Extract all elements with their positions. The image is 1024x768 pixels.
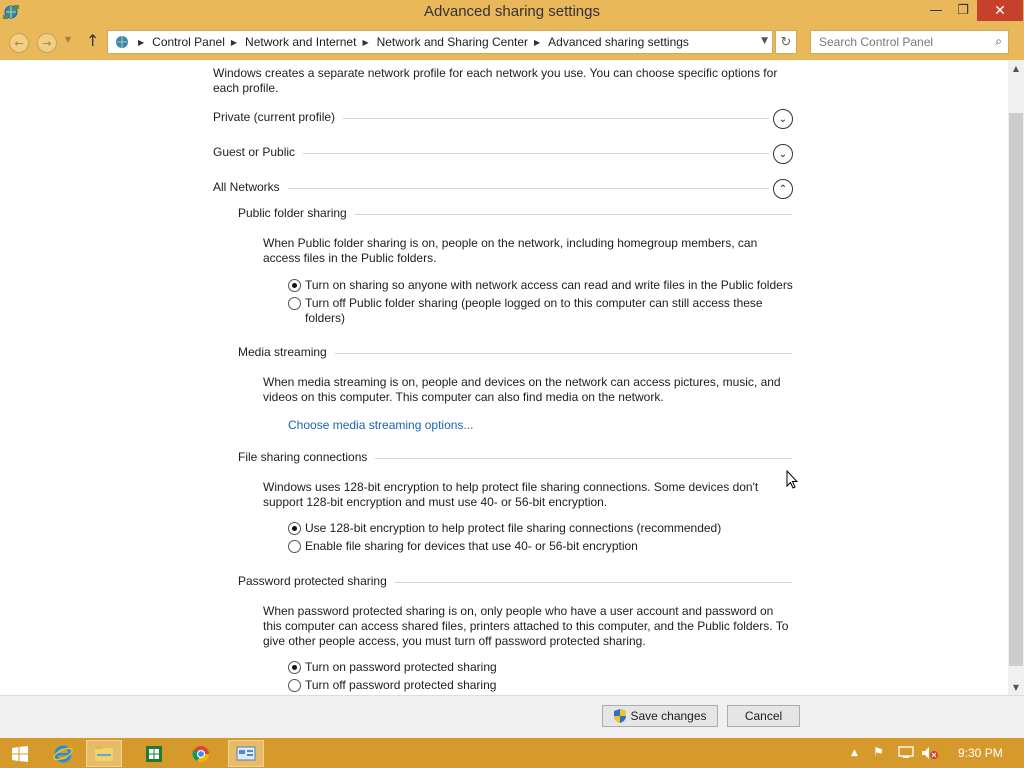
back-button[interactable] bbox=[9, 33, 29, 53]
media-streaming-header: Media streaming bbox=[238, 345, 792, 361]
profile-private[interactable] bbox=[213, 110, 769, 126]
chevron-right-icon[interactable]: ▶ bbox=[362, 37, 369, 47]
expand-guest-public-button[interactable] bbox=[773, 144, 793, 164]
profile-guest-public[interactable] bbox=[213, 145, 769, 161]
breadcrumb-control-panel[interactable]: Control Panel bbox=[152, 35, 225, 49]
scroll-down-icon[interactable]: ▼ bbox=[1012, 682, 1020, 692]
control-panel-icon bbox=[236, 745, 256, 763]
close-button[interactable]: ✕ bbox=[977, 0, 1023, 21]
password-sharing-description: When password protected sharing is on, only people who have a user account and password on this computer can access shared files, printers attached to this computer, and the Public folders. To give other people access, you must turn off password protected sharing. bbox=[263, 604, 789, 648]
start-button[interactable] bbox=[2, 740, 38, 767]
breadcrumb[interactable] bbox=[107, 30, 773, 54]
intro-text: Windows creates a separate network profile for each network you use. You can choose specific options for each profile. bbox=[213, 66, 778, 95]
taskbar-excel[interactable] bbox=[136, 740, 172, 767]
chevron-right-icon[interactable]: ▶ bbox=[138, 37, 145, 47]
cancel-button[interactable]: Cancel bbox=[727, 705, 800, 727]
recent-locations-chevron-icon[interactable]: ▼ bbox=[65, 35, 72, 44]
address-toolbar bbox=[0, 24, 1024, 60]
profile-private-label[interactable]: Private (current profile) bbox=[213, 110, 343, 124]
encryption-128-option[interactable]: Use 128-bit encryption to help protect file sharing connections (recommended) bbox=[288, 521, 788, 536]
search-icon[interactable]: ⌕ bbox=[995, 34, 1002, 48]
folder-icon bbox=[94, 745, 114, 763]
public-folder-off-radio[interactable] bbox=[288, 297, 301, 310]
internet-explorer-icon bbox=[53, 744, 73, 764]
window-title: Advanced sharing settings bbox=[424, 3, 600, 20]
password-off-radio[interactable] bbox=[288, 679, 301, 692]
arrow-left-icon: ← bbox=[14, 36, 24, 50]
public-folder-off-option[interactable]: Turn off Public folder sharing (people logged on to this computer can still access these folders) bbox=[288, 296, 778, 326]
taskbar-clock[interactable]: 9:30 PM bbox=[958, 746, 1003, 760]
uac-shield-icon bbox=[613, 708, 627, 724]
show-hidden-icons-chevron-icon[interactable]: ▲ bbox=[851, 748, 858, 758]
password-on-radio[interactable] bbox=[288, 661, 301, 674]
minimize-button[interactable]: — bbox=[929, 3, 943, 18]
media-streaming-options-link[interactable]: Choose media streaming options... bbox=[288, 418, 474, 432]
taskbar-control-panel[interactable] bbox=[228, 740, 264, 767]
taskbar bbox=[0, 738, 1024, 768]
control-panel-icon bbox=[112, 34, 132, 50]
vertical-scrollbar[interactable] bbox=[1008, 60, 1024, 695]
up-button[interactable] bbox=[86, 31, 99, 50]
network-tray-icon[interactable] bbox=[898, 746, 914, 760]
taskbar-chrome[interactable] bbox=[183, 740, 219, 767]
media-streaming-description: When media streaming is on, people and devices on the network can access pictures, music, and videos on this computer. This computer can also find media on the network. bbox=[263, 375, 781, 404]
taskbar-internet-explorer[interactable] bbox=[45, 740, 81, 767]
settings-content bbox=[0, 60, 1008, 695]
taskbar-file-explorer[interactable] bbox=[86, 740, 122, 767]
breadcrumb-network-and-internet[interactable]: Network and Internet bbox=[245, 35, 357, 49]
breadcrumb-advanced-sharing-settings[interactable]: Advanced sharing settings bbox=[548, 35, 689, 49]
file-sharing-header: File sharing connections bbox=[238, 450, 792, 466]
chevron-up-icon: ⌃ bbox=[778, 183, 788, 195]
password-sharing-header: Password protected sharing bbox=[238, 574, 792, 590]
chevron-right-icon[interactable]: ▶ bbox=[534, 37, 541, 47]
public-folder-on-radio[interactable] bbox=[288, 279, 301, 292]
password-on-option[interactable]: Turn on password protected sharing bbox=[288, 660, 688, 675]
collapse-all-networks-button[interactable] bbox=[773, 179, 793, 199]
scroll-up-icon[interactable]: ▲ bbox=[1012, 63, 1020, 73]
profile-all-networks[interactable] bbox=[213, 180, 769, 196]
chevron-down-icon[interactable]: ▼ bbox=[761, 36, 768, 46]
public-folder-description: When Public folder sharing is on, people on the network, including homegroup members, can access files in the Public folders. bbox=[263, 236, 758, 265]
scrollbar-thumb[interactable] bbox=[1009, 113, 1023, 666]
search-placeholder: Search Control Panel bbox=[819, 35, 934, 49]
maximize-button[interactable]: ❐ bbox=[957, 3, 969, 18]
spreadsheet-icon bbox=[145, 745, 163, 763]
expand-private-button[interactable] bbox=[773, 109, 793, 129]
file-sharing-description: Windows uses 128-bit encryption to help protect file sharing connections. Some devices don't support 128-bit encryption and must use 40- or 56-bit encryption. bbox=[263, 480, 759, 509]
profile-guest-public-label[interactable]: Guest or Public bbox=[213, 145, 303, 159]
windows-logo-icon bbox=[12, 746, 28, 762]
encryption-40-option[interactable]: Enable file sharing for devices that use 40- or 56-bit encryption bbox=[288, 539, 788, 554]
password-off-option[interactable]: Turn off password protected sharing bbox=[288, 678, 688, 693]
action-center-flag-icon[interactable]: ⚑ bbox=[873, 745, 884, 759]
refresh-button[interactable] bbox=[775, 30, 797, 54]
profile-all-networks-label[interactable]: All Networks bbox=[213, 180, 288, 194]
search-input[interactable] bbox=[810, 30, 1009, 54]
footer-bar bbox=[0, 695, 1024, 738]
breadcrumb-network-and-sharing-center[interactable]: Network and Sharing Center bbox=[376, 35, 529, 49]
arrow-right-icon: → bbox=[42, 36, 52, 50]
mouse-pointer-icon bbox=[786, 470, 798, 490]
save-changes-button[interactable]: Save changes bbox=[602, 705, 718, 727]
title-bar bbox=[0, 0, 1024, 24]
chevron-down-icon: ⌄ bbox=[778, 148, 788, 160]
refresh-icon: ↻ bbox=[780, 34, 792, 50]
arrow-up-icon: ↑ bbox=[86, 31, 100, 50]
forward-button[interactable] bbox=[37, 33, 57, 53]
volume-muted-icon[interactable] bbox=[921, 746, 939, 760]
encryption-128-radio[interactable] bbox=[288, 522, 301, 535]
public-folder-on-option[interactable]: Turn on sharing so anyone with network access can read and write files in the Public folders bbox=[288, 278, 798, 293]
chevron-down-icon: ⌄ bbox=[778, 113, 788, 125]
chevron-right-icon[interactable]: ▶ bbox=[230, 37, 238, 47]
encryption-40-radio[interactable] bbox=[288, 540, 301, 553]
public-folder-sharing-header: Public folder sharing bbox=[238, 206, 792, 222]
chrome-icon bbox=[192, 745, 210, 763]
